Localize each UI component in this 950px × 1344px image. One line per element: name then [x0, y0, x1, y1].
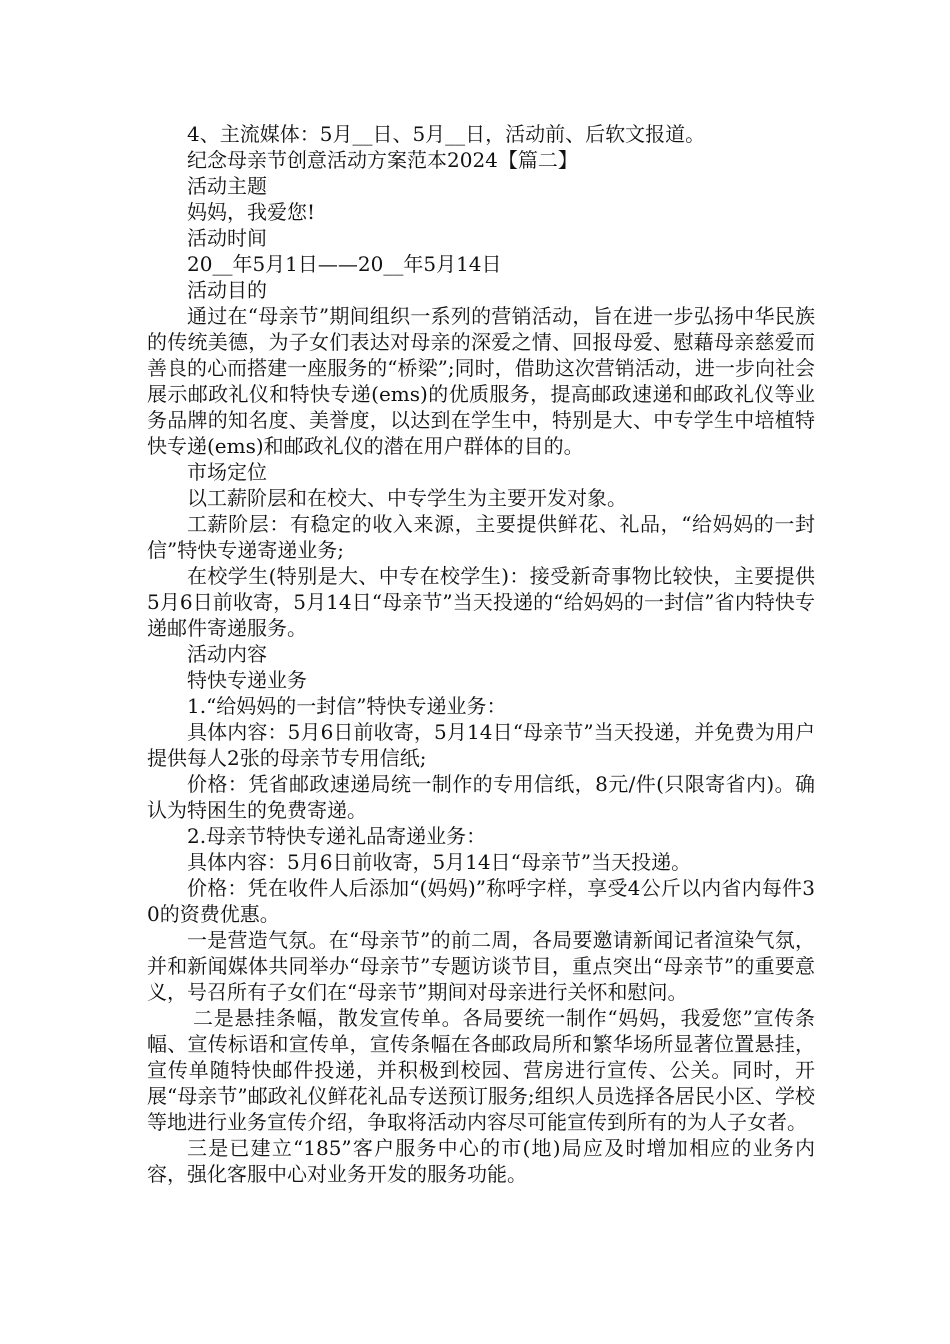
paragraph: 2.母亲节特快专递礼品寄递业务： [187, 824, 487, 848]
paragraph: 价格：凭省邮政速递局统一制作的专用信纸，8元/件(只限寄省内)。确认为特困生的免费寄递。 [147, 772, 815, 822]
paragraph: 具体内容：5月6日前收寄，5月14日“母亲节”当天投递，并免费为用户提供每人2张的母亲节专用信纸; [147, 720, 815, 770]
paragraph: 在校学生(特别是大、中专在校学生)：接受新奇事物比较快，主要提供5月6日前收寄，5月14日“母亲节”当天投递的“给妈妈的一封信”省内特快专递邮件寄递服务。 [147, 564, 815, 640]
paragraph: 以工薪阶层和在校大、中专学生为主要开发对象。 [187, 486, 627, 510]
document-body [147, 121, 815, 1187]
paragraph: 1.“给妈妈的一封信”特快专递业务： [187, 694, 507, 718]
heading: 活动目的 [187, 278, 267, 302]
heading: 特快专递业务 [187, 668, 307, 692]
paragraph: 具体内容：5月6日前收寄，5月14日“母亲节”当天投递。 [187, 850, 692, 874]
paragraph: 4、主流媒体：5月__日、5月__日，活动前、后软文报道。 [187, 122, 706, 146]
section-title: 纪念母亲节创意活动方案范本2024【篇二】 [187, 148, 578, 172]
paragraph: 妈妈，我爱您! [187, 200, 316, 224]
paragraph: 价格：凭在收件人后添加“(妈妈)”称呼字样，享受4公斤以内省内每件30的资费优惠。 [147, 876, 815, 926]
heading: 活动时间 [187, 226, 267, 250]
heading: 市场定位 [187, 460, 267, 484]
heading: 活动主题 [187, 174, 267, 198]
paragraph: 二是悬挂条幅，散发宣传单。各局要统一制作“妈妈，我爱您”宣传条幅、宣传标语和宣传单，宣传条幅在各邮政局所和繁华场所显著位置悬挂，宣传单随特快邮件投递，并积极到校园、营房进行宣传、公关。同时，开展“母亲节”邮政礼仪鲜花礼品专送预订服务;组织人员选择各居民小区、学校等地进行业务宣传介绍，争取将活动内容尽可能宣传到所有的为人子女者。 [147, 1006, 815, 1134]
heading: 活动内容 [187, 642, 267, 666]
paragraph: 工薪阶层：有稳定的收入来源，主要提供鲜花、礼品，“给妈妈的一封信”特快专递寄递业务; [147, 512, 815, 562]
paragraph: 一是营造气氛。在“母亲节”的前二周，各局要邀请新闻记者渲染气氛，并和新闻媒体共同举办“母亲节”专题访谈节目，重点突出“母亲节”的重要意义，号召所有子女们在“母亲节”期间对母亲进行关怀和慰问。 [147, 928, 815, 1004]
paragraph: 三是已建立“185”客户服务中心的市(地)局应及时增加相应的业务内容，强化客服中心对业务开发的服务功能。 [147, 1136, 815, 1186]
paragraph: 20__年5月1日——20__年5月14日 [187, 252, 502, 276]
paragraph: 通过在“母亲节”期间组织一系列的营销活动，旨在进一步弘扬中华民族的传统美德，为子女们表达对母亲的深爱之情、回报母爱、慰藉母亲慈爱而善良的心而搭建一座服务的“桥梁”;同时，借助这次营销活动，进一步向社会展示邮政礼仪和特快专递(ems)的优质服务，提高邮政速递和邮政礼仪等业务品牌的知名度、美誉度，以达到在学生中，特别是大、中专学生中培植特快专递(ems)和邮政礼仪的潜在用户群体的目的。 [147, 304, 815, 458]
